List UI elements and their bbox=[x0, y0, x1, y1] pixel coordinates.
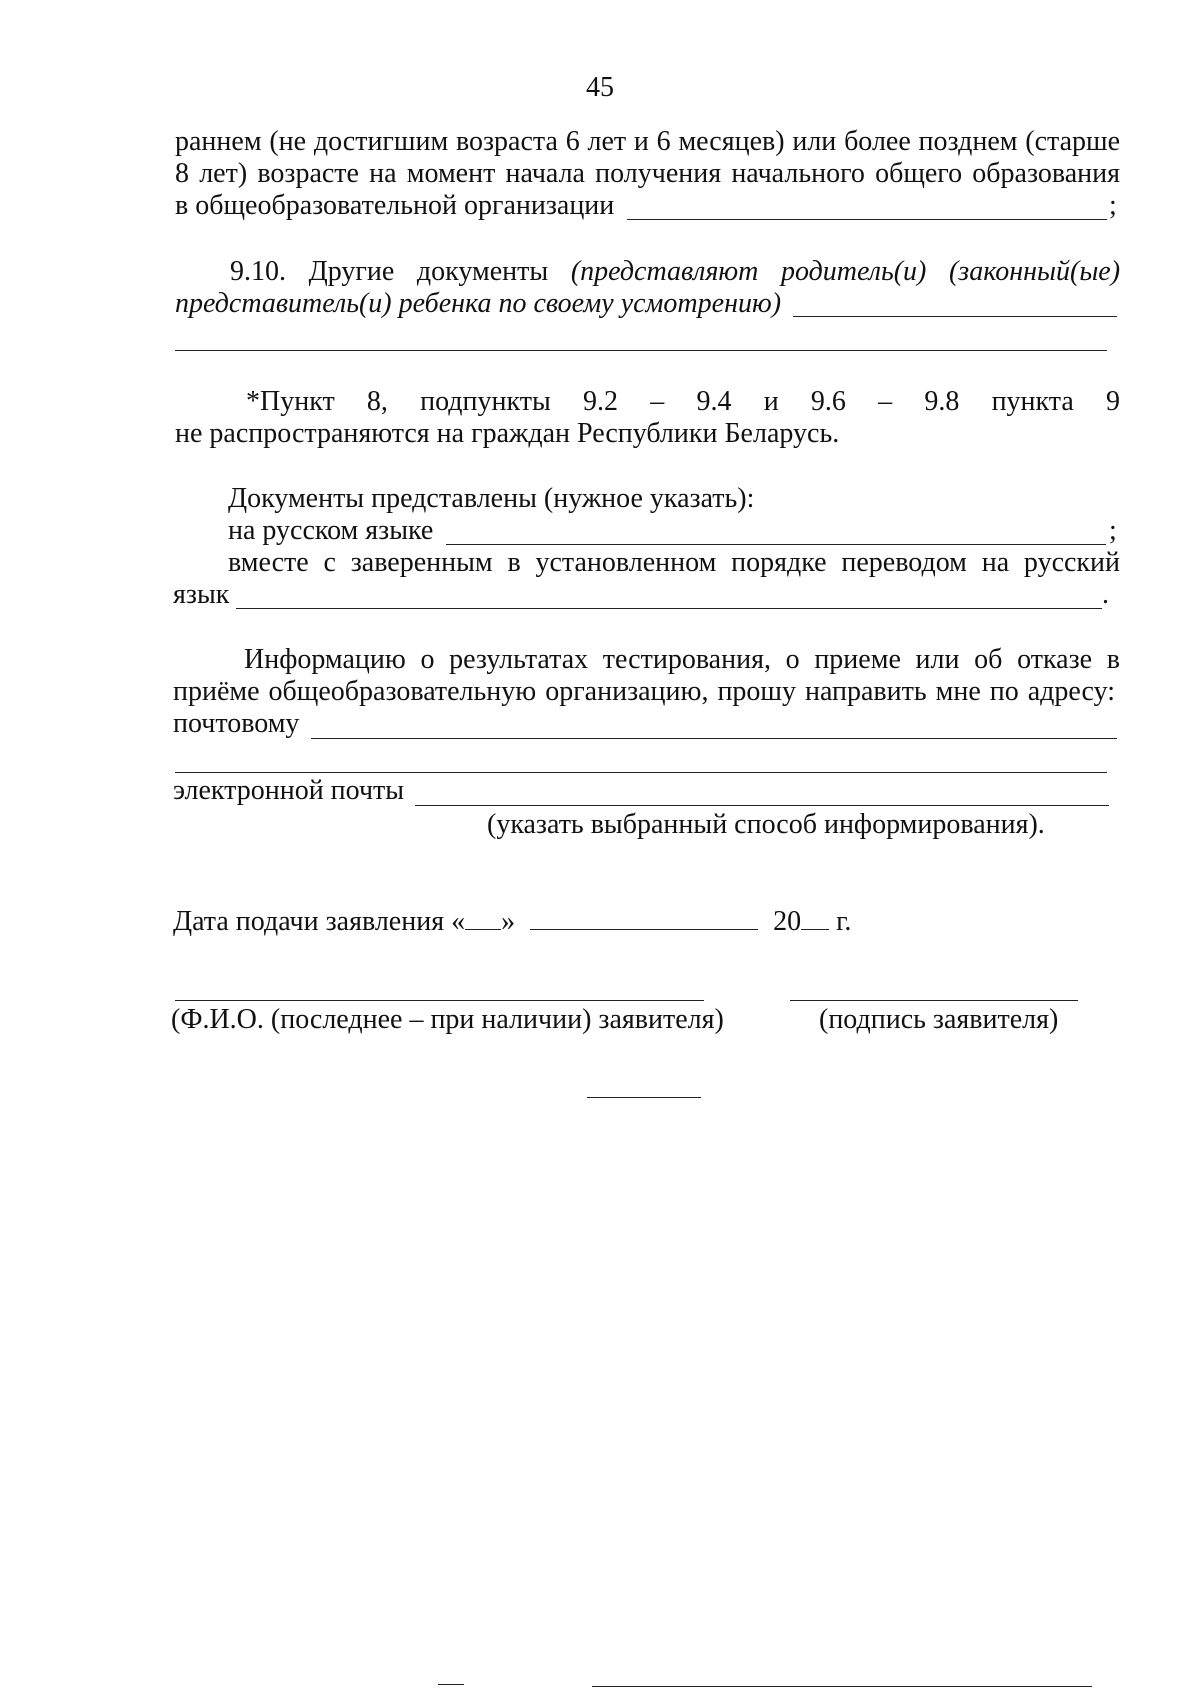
translation-period: . bbox=[1102, 579, 1109, 610]
item-9-10-line-1 bbox=[230, 256, 1120, 288]
item-9-10-note-2: представитель(и) ребенка по своему усмотрению) bbox=[175, 288, 782, 319]
page-number: 45 bbox=[586, 72, 614, 103]
postal-label: почтовому bbox=[173, 708, 300, 739]
date-month-blank[interactable] bbox=[530, 907, 758, 930]
translation-line-2: язык bbox=[173, 579, 230, 610]
para-early-line-2: 8 лет) возрасте на момент начала получения начального общего образования bbox=[175, 158, 1120, 189]
russian-language-blank-line[interactable] bbox=[446, 544, 1106, 545]
email-blank-line[interactable] bbox=[415, 805, 1109, 806]
bottom-edge-mark-left bbox=[438, 1684, 464, 1685]
russian-language-semicolon: ; bbox=[1109, 515, 1117, 546]
section-end-rule bbox=[587, 1097, 701, 1098]
other-docs-blank-line-1[interactable] bbox=[793, 316, 1117, 317]
footnote-line-1: *Пункт 8, подпункты 9.2 – 9.4 и 9.6 – 9.8 пункта 9 bbox=[246, 386, 1120, 417]
applicant-signature-caption: (подпись заявителя) bbox=[819, 1004, 1059, 1035]
info-method-hint: (указать выбранный способ информирования). bbox=[487, 809, 1045, 840]
date-label: Дата подачи заявления « bbox=[173, 906, 466, 937]
item-9-10-number: 9.10. bbox=[230, 256, 286, 287]
para-early-line-3: в общеобразовательной организации bbox=[175, 190, 615, 221]
info-line-2: приёме общеобразовательную организацию, прошу направить мне по адресу: bbox=[173, 676, 1115, 707]
email-label: электронной почты bbox=[173, 775, 405, 806]
bottom-edge-mark-right bbox=[592, 1686, 1092, 1687]
applicant-name-line[interactable] bbox=[175, 1000, 704, 1001]
russian-language-label: на русском языке bbox=[228, 515, 434, 546]
item-9-10-label: Другие документы bbox=[308, 256, 549, 287]
translation-blank-line[interactable] bbox=[236, 608, 1102, 609]
date-row bbox=[173, 906, 851, 938]
date-year-blank[interactable] bbox=[801, 907, 829, 930]
info-line-1: Информацию о результатах тестирования, о приеме или об отказе в bbox=[244, 644, 1120, 675]
postal-blank-line-2[interactable] bbox=[175, 772, 1107, 773]
applicant-name-caption: (Ф.И.О. (последнее – при наличии) заявителя) bbox=[171, 1004, 724, 1035]
postal-blank-line-1[interactable] bbox=[311, 738, 1117, 739]
other-docs-blank-line-2[interactable] bbox=[175, 350, 1107, 351]
date-day-blank[interactable] bbox=[465, 907, 501, 930]
item-9-10-note-1: (представляют родитель(и) (законный(ые) bbox=[570, 256, 1121, 287]
para-early-line-1: раннем (не достигшим возраста 6 лет и 6 месяцев) или более позднем (старше bbox=[175, 126, 1120, 157]
translation-line-1: вместе с заверенным в установленном порядке переводом на русский bbox=[228, 547, 1120, 578]
org-blank-line[interactable] bbox=[627, 219, 1107, 220]
applicant-signature-line[interactable] bbox=[790, 1000, 1078, 1001]
org-blank-semicolon: ; bbox=[1109, 190, 1117, 221]
documents-heading: Документы представлены (нужное указать): bbox=[228, 483, 755, 514]
date-close-quote: » bbox=[501, 906, 516, 937]
date-year-prefix: 20 bbox=[773, 906, 802, 937]
date-year-suffix: г. bbox=[836, 906, 852, 937]
footnote-line-2: не распространяются на граждан Республики Беларусь. bbox=[175, 418, 840, 449]
